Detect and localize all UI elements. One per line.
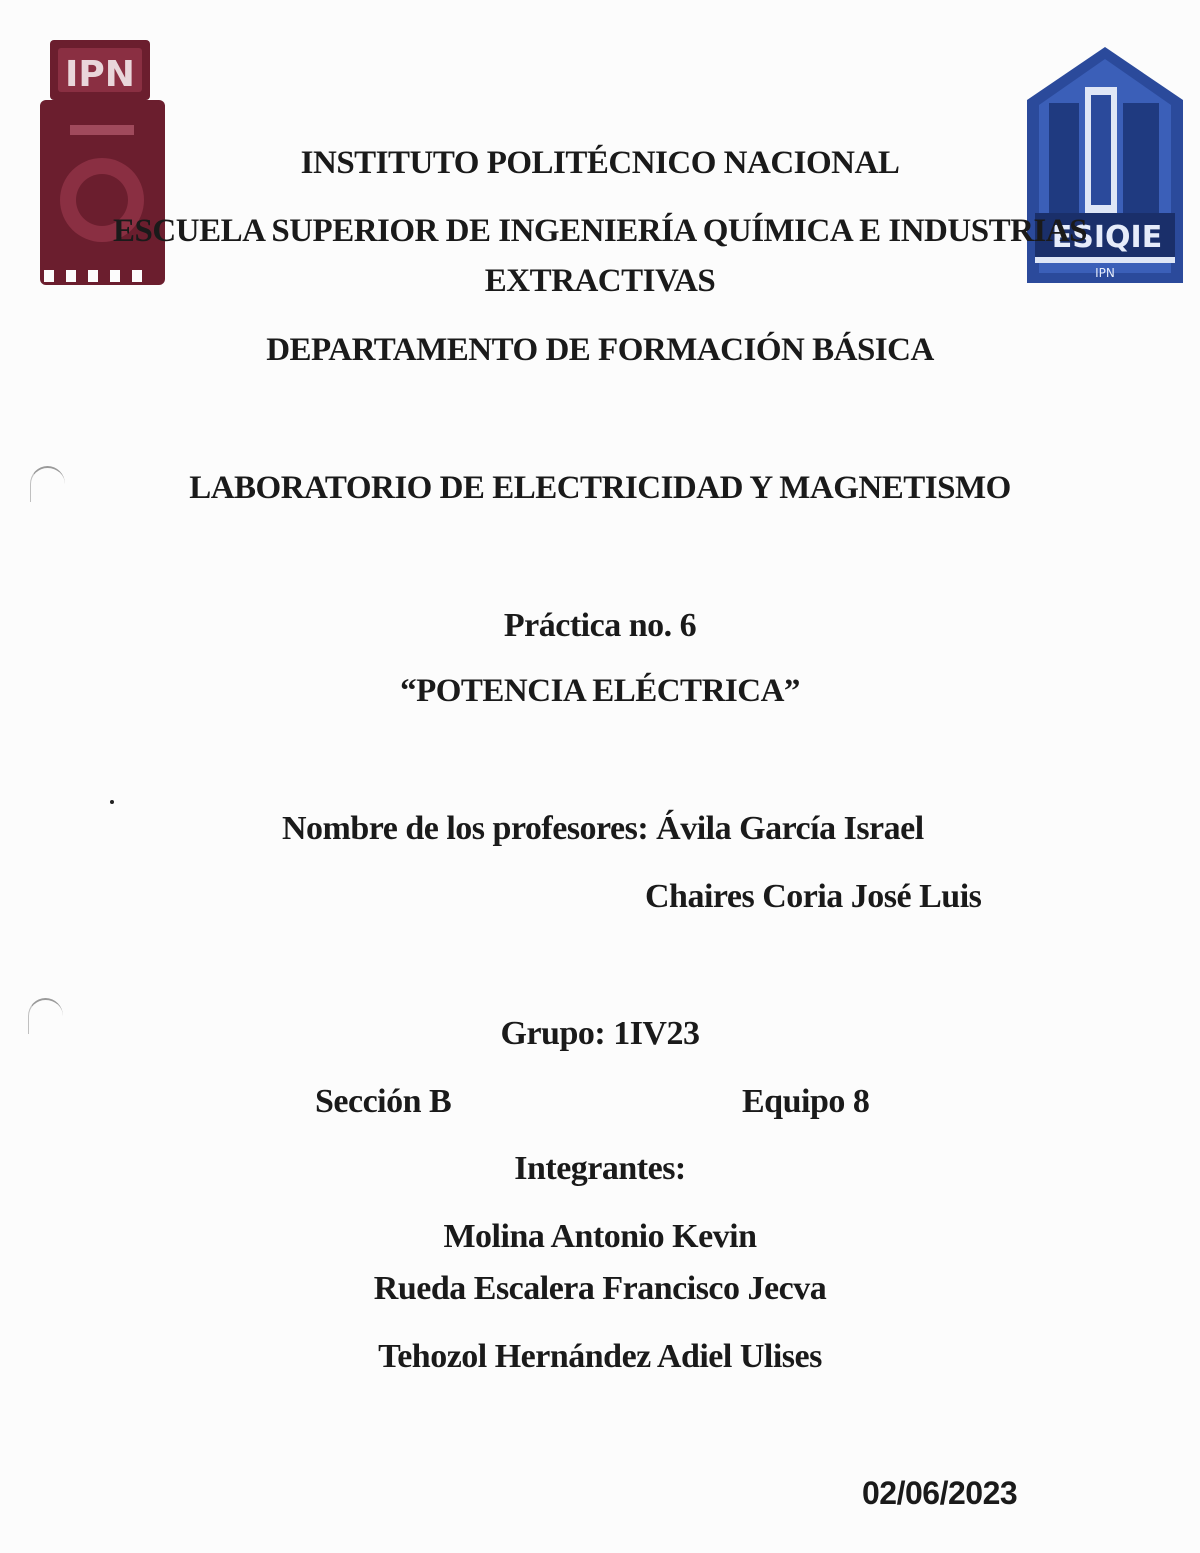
esiqie-logo-subtext: IPN	[1095, 266, 1115, 280]
punch-hole-mark	[30, 466, 65, 502]
ipn-logo-text: IPN	[65, 54, 135, 95]
professors-line-2: Chaires Coria José Luis	[645, 878, 982, 915]
member-2: Rueda Escalera Francisco Jecva	[373, 1270, 827, 1307]
member-1: Molina Antonio Kevin	[443, 1218, 757, 1255]
lab-name: LABORATORIO DE ELECTRICIDAD Y MAGNETISMO	[189, 470, 1011, 506]
esiqie-logo-text: ESIQIE	[1051, 220, 1163, 255]
punch-hole-mark	[28, 998, 63, 1034]
practice-title: “POTENCIA ELÉCTRICA”	[400, 673, 800, 709]
team-label: Equipo 8	[742, 1083, 870, 1120]
members-heading: Integrantes:	[514, 1150, 686, 1187]
institute-name: INSTITUTO POLITÉCNICO NACIONAL	[300, 145, 900, 181]
department-name: DEPARTAMENTO DE FORMACIÓN BÁSICA	[266, 332, 934, 368]
member-3: Tehozol Hernández Adiel Ulises	[378, 1338, 822, 1375]
document-date: 02/06/2023	[862, 1475, 1018, 1511]
school-name-line-1: ESCUELA SUPERIOR DE INGENIERÍA QUÍMICA E INDUSTRIAS	[113, 213, 1087, 249]
scan-speck	[110, 800, 114, 804]
school-name-line-2: EXTRACTIVAS	[484, 263, 716, 299]
practice-number: Práctica no. 6	[503, 607, 697, 644]
section-label: Sección B	[315, 1083, 452, 1120]
professors-line-1: Nombre de los profesores: Ávila García Israel	[282, 810, 924, 847]
group-label: Grupo: 1IV23	[500, 1015, 700, 1052]
